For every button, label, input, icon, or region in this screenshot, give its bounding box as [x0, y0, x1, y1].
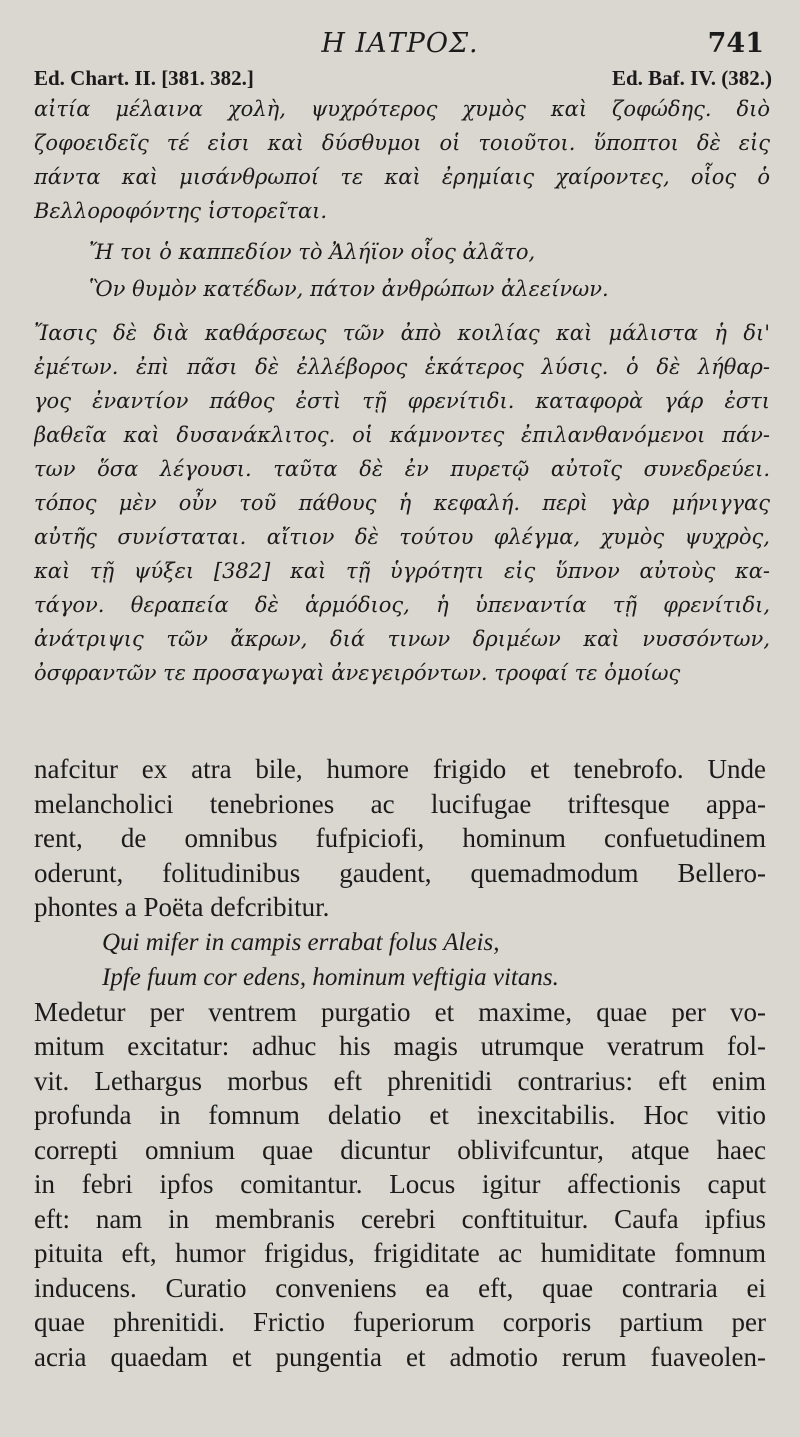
latin-line: pituita eft, humor frigidus, frigiditate ac humiditate fomnum — [34, 1238, 766, 1268]
greek-verse-line: Ὃν θυμὸν κατέδων, πάτον ἀνθρώπων ἀλεείνων. — [89, 277, 609, 301]
latin-line: oderunt, folitudinibus gaudent, quemadmodum Bellero- — [34, 857, 766, 888]
greek-line: αἰτία μέλαινα χολὴ, ψυχρότερος χυμὸς καὶ ζοφώδης. διὸ — [34, 97, 770, 121]
greek-line: γος ἐναντίον πάθος ἐστὶ τῇ φρενίτιδι. καταφορὰ γάρ ἐστι — [34, 389, 770, 413]
greek-line: ἀνάτριψις τῶν ἄκρων, διά τινων δριμέων καὶ νυσσόντων, — [34, 627, 770, 651]
greek-verse-line: Ἤ τοι ὁ καππεδίον τὸ Ἀλήϊον οἷος ἀλᾶτο, — [89, 240, 536, 264]
latin-line: inducens. Curatio conveniens ea eft, quae contraria ei — [34, 1272, 766, 1303]
latin-line: melancholici tenebriones ac lucifugae triftesque appa- — [34, 788, 766, 819]
greek-text-block — [34, 92, 770, 690]
greek-line: τάγον. θεραπεία δὲ ἁρμόδιος, ἡ ὑπεναντία τῇ φρενίτιδι, — [34, 593, 770, 617]
latin-verse-line: Qui mifer in campis errabat folus Aleis, — [102, 928, 500, 956]
greek-line: τόπος μὲν οὖν τοῦ πάθους ἡ κεφαλή. περὶ γὰρ μήνιγγας — [34, 491, 770, 515]
latin-line: correpti omnium quae dicuntur oblivifcuntur, atque haec — [34, 1134, 766, 1165]
latin-line: quae phrenitidi. Frictio fuperiorum corporis partium per — [34, 1307, 766, 1337]
running-header — [30, 28, 770, 62]
latin-line: rent, de omnibus fufpiciofi, hominum confuetudinem — [34, 823, 766, 853]
greek-line: Ἴασις δὲ διὰ καθάρσεως τῶν ἀπὸ κοιλίας καὶ μάλιστα ἡ δι' — [34, 321, 770, 345]
greek-line: ζοφοειδεῖς τέ εἰσι καὶ δύσθυμοι οἱ τοιοῦτοι. ὕποπτοι δὲ εἰς — [34, 131, 770, 155]
greek-line: ἐμέτων. ἐπὶ πᾶσι δὲ ἐλλέβορος ἑκάτερος λύσις. ὁ δὲ λήθαρ- — [34, 355, 770, 379]
latin-line: eft: nam in membranis cerebri conftituitur. Caufa ipfius — [34, 1203, 766, 1234]
edition-chart-ref: Ed. Chart. II. [381. 382.] — [34, 66, 254, 90]
greek-line: βαθεῖα καὶ δυσανάκλιτος. οἱ κάμνοντες ἐπιλανθανόμενοι πάν- — [34, 423, 770, 447]
running-title: Η ΙΑΤΡΟΣ. — [321, 28, 479, 59]
greek-line: Βελλοροφόντης ἱστορεῖται. — [34, 199, 328, 223]
latin-line: nafcitur ex atra bile, humore frigido et tenebrofo. Unde — [34, 754, 766, 784]
latin-line: profunda in fomnum delatio et inexcitabilis. Hoc vitio — [34, 1100, 766, 1130]
latin-line: Medetur per ventrem purgatio et maxime, quae per vo- — [34, 996, 766, 1027]
greek-line: πάντα καὶ μισάνθρωποί τε καὶ ἐρημίαις χαίροντες, οἷος ὁ — [34, 165, 770, 189]
latin-line: phontes a Poëta defcribitur. — [34, 892, 330, 922]
latin-text-block — [34, 752, 766, 1374]
page-number: 741 — [707, 28, 764, 59]
greek-line: αὐτῆς συνίσταται. αἴτιον δὲ τούτου φλέγμα, χυμὸς ψυχρὸς, — [34, 525, 770, 549]
latin-line: acria quaedam et pungentia et admotio rerum fuaveolen- — [34, 1341, 766, 1372]
greek-line: ὀσφραντῶν τε προσαγωγαὶ ἀνεγειρόντων. τροφαί τε ὁμοίως — [34, 661, 681, 685]
latin-line: mitum excitatur: adhuc his magis utrumque veratrum fol- — [34, 1031, 766, 1061]
edition-basel-ref: Ed. Baf. IV. (382.) — [611, 66, 772, 90]
latin-verse-line: Ipfe fuum cor edens, hominum veftigia vitans. — [102, 963, 559, 991]
latin-line: in febri ipfos comitantur. Locus igitur affectionis caput — [34, 1169, 766, 1199]
latin-line: vit. Lethargus morbus eft phrenitidi contrarius: eft enim — [34, 1065, 766, 1096]
edition-references — [34, 66, 772, 92]
greek-line: των ὅσα λέγουσι. ταῦτα δὲ ἐν πυρετῷ αὐτοῖς συνεδρεύει. — [34, 457, 770, 481]
greek-line: καὶ τῇ ψύξει [382] καὶ τῇ ὑγρότητι εἰς ὕπνον αὐτοὺς κα- — [34, 559, 770, 583]
